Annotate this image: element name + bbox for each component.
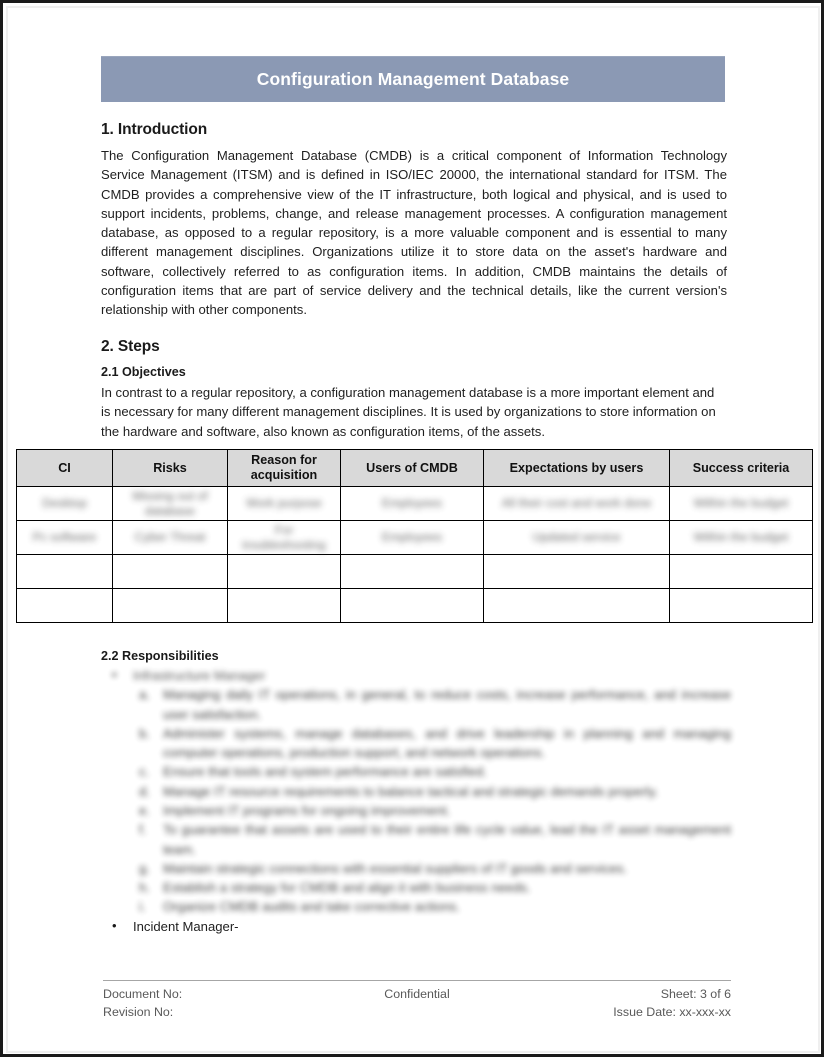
table-header-row (17, 450, 813, 487)
table-cell (484, 487, 670, 521)
table-cell (113, 555, 228, 589)
table-cell (113, 521, 228, 555)
steps-heading: 2. Steps (101, 338, 160, 355)
redacted-cell-text: Within the budget (693, 496, 789, 510)
responsibilities-list (101, 666, 731, 936)
redacted-cell-text: Work purpose (246, 496, 322, 510)
footer-document-no: Document No: (103, 987, 183, 1001)
footer-sheet-number: Sheet: 3 of 6 (660, 987, 731, 1001)
sub-list-item (101, 878, 731, 897)
table-cell (17, 555, 113, 589)
sub-list-marker: i. (139, 899, 146, 915)
sub-list-text: Implement IT programs for ongoing improvement. (163, 802, 451, 818)
objectives-body (101, 383, 727, 441)
sub-list-item (101, 820, 731, 859)
table-header-cell-ci (17, 450, 113, 487)
list-item-label: Infrastructure Manager (133, 668, 266, 683)
introduction-paragraph: The Configuration Management Database (CMDB) is a critical component of Information Technology Service Management (ITSM) and is defined in ISO/IEC 20000, the international standard for ITSM. The CMDB provides a comprehensive view of the IT infrastructure, both logical and physical, and is used to support incidents, problems, change, and release management processes. A configuration management database, as opposed to a regular repository, is a more valuable component and is essential to many different management disciplines. Organizations utilize it to store data on the asset's hardware and software, collectively referred to as configuration items. In addition, CMDB maintains the details of configuration items that are part of service delivery and the technical details, like the current version's relationship with other components. (101, 148, 727, 318)
sub-list-text: To guarantee that assets are used to their entire life cycle value, lead the IT asset management team. (163, 822, 731, 857)
table-cell (228, 521, 341, 555)
table-cell (17, 521, 113, 555)
table-cell (113, 589, 228, 623)
sub-list-text: Establish a strategy for CMDB and align it with business needs. (163, 880, 531, 896)
sub-list-text: Managing daily IT operations, in general, to reduce costs, increase performance, and increase user satisfaction. (163, 687, 731, 722)
sub-list-item (101, 724, 731, 763)
redacted-cell-text: Employees (381, 530, 443, 544)
table-cell (484, 521, 670, 555)
sub-list-marker: b. (139, 725, 150, 741)
table-cell (670, 589, 813, 623)
table-row (17, 589, 813, 623)
table-cell (484, 589, 670, 623)
table-row (17, 555, 813, 589)
document-page-surface (8, 8, 818, 1051)
redacted-cell-text: Missing out of database (132, 488, 208, 518)
table-header-label: CI (58, 460, 71, 475)
sub-list-marker: h. (139, 880, 150, 896)
introduction-body (101, 146, 727, 320)
steps-section (101, 338, 727, 356)
sub-list-item (101, 859, 731, 878)
table-header-label: Users of CMDB (366, 460, 458, 475)
introduction-section (101, 121, 727, 139)
sub-list-text: Organize CMDB audits and take corrective actions. (163, 899, 460, 915)
footer-issue-date: Issue Date: xx-xxx-xx (613, 1005, 731, 1019)
page-footer (103, 985, 731, 1021)
table-cell (341, 521, 484, 555)
table-cell (17, 589, 113, 623)
objectives-section (101, 365, 727, 379)
footer-row-top (103, 985, 731, 1003)
cmdb-table (16, 449, 813, 623)
footer-row-bottom (103, 1003, 731, 1021)
sub-list-text: Maintain strategic connections with essential suppliers of IT goods and services. (163, 860, 628, 876)
sub-list-marker: d. (139, 783, 150, 799)
table-header-cell-reason-for-acquisition (228, 450, 341, 487)
sub-list-item (101, 801, 731, 820)
introduction-heading: 1. Introduction (101, 121, 208, 138)
redacted-cell-text: Cyber Threat (134, 530, 206, 544)
table-header-label: Expectations by users (509, 460, 644, 475)
table-cell (228, 555, 341, 589)
table-cell (670, 521, 813, 555)
sub-list-marker: e. (139, 802, 150, 818)
table-row (17, 487, 813, 521)
table-cell (228, 589, 341, 623)
list-item-label: Incident Manager- (133, 918, 239, 934)
table-header-cell-expectations-by-users (484, 450, 670, 487)
sub-list-marker: g. (139, 860, 150, 876)
sub-list-text: Ensure that tools and system performance are satisfied. (163, 764, 487, 780)
footer-divider (103, 980, 731, 981)
document-title-banner (101, 56, 725, 102)
page-title: Configuration Management Database (256, 69, 570, 89)
redacted-cell-text: Desktop (42, 496, 87, 510)
table-header-cell-risks (113, 450, 228, 487)
sub-list-item (101, 762, 731, 781)
table-cell (484, 555, 670, 589)
table-cell (228, 487, 341, 521)
sub-list-text: Manage IT resource requirements to balance tactical and strategic demands properly. (163, 783, 659, 799)
sub-list-item (101, 897, 731, 916)
cmdb-table-head (17, 450, 813, 487)
list-item (101, 917, 731, 936)
redacted-cell-text: Pc software (32, 530, 97, 544)
redacted-cell-text: Employees (381, 496, 443, 510)
sub-list-item (101, 685, 731, 724)
table-header-cell-success-criteria (670, 450, 813, 487)
table-header-label: Reason for acquisition (250, 453, 318, 482)
redacted-cell-text: All their cost and work done (501, 496, 652, 510)
table-cell (17, 487, 113, 521)
document-page-inner-border (6, 6, 820, 1053)
objectives-paragraph: In contrast to a regular repository, a configuration management database is a more important element and is necessary for many different management disciplines. It is used by organizations to store information on the hardware and software, also known as configuration items, of the assets. (101, 385, 716, 439)
objectives-heading: 2.1 Objectives (101, 365, 186, 379)
table-cell (113, 487, 228, 521)
sub-list-marker: a. (139, 687, 150, 703)
table-cell (670, 555, 813, 589)
sub-list-marker: c. (139, 764, 150, 780)
footer-confidential: Confidential (384, 987, 450, 1001)
table-cell (341, 555, 484, 589)
redacted-cell-text: For troubleshooting (242, 522, 326, 552)
table-header-cell-users-of-cmdb (341, 450, 484, 487)
table-row (17, 521, 813, 555)
footer-spacer (323, 1003, 511, 1021)
table-cell (341, 589, 484, 623)
footer-revision-no: Revision No: (103, 1005, 174, 1019)
list-item (101, 666, 731, 685)
table-cell (341, 487, 484, 521)
sub-list-marker: f. (139, 822, 147, 838)
sub-list-item (101, 782, 731, 801)
table-header-label: Success criteria (692, 460, 790, 475)
table-header-label: Risks (153, 460, 187, 475)
sub-list-text: Administer systems, manage databases, and drive leadership in planning and managing computer operations, production support, and network operations. (163, 725, 731, 761)
redacted-cell-text: Within the budget (693, 530, 789, 544)
table-cell (670, 487, 813, 521)
redacted-cell-text: Updated service (532, 530, 621, 544)
cmdb-table-body (17, 487, 813, 623)
responsibilities-section (101, 649, 727, 663)
responsibilities-heading: 2.2 Responsibilities (101, 649, 219, 663)
